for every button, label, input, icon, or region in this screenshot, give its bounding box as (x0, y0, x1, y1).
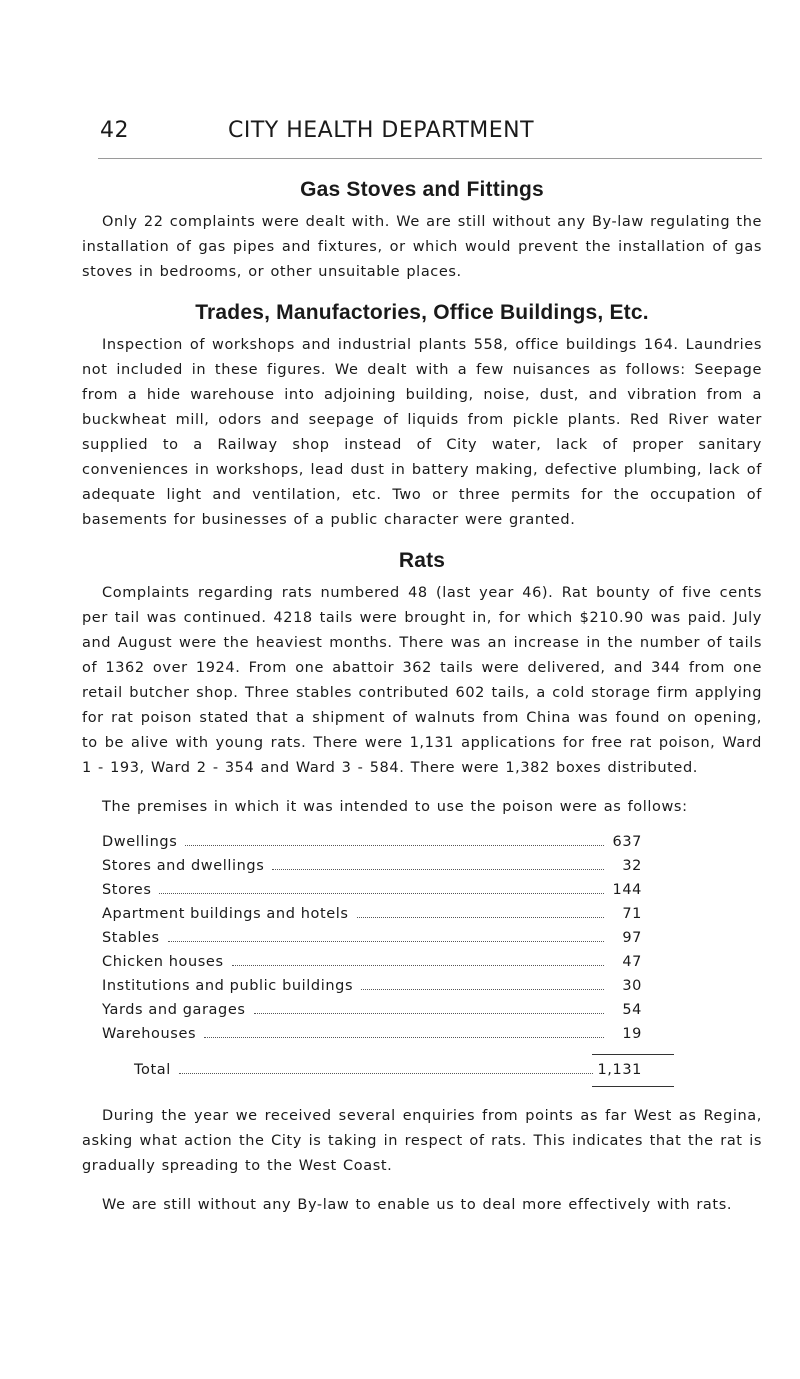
gas-paragraph: Only 22 complaints were dealt with. We are still without any By-law regulating the installation of gas pipes and fixtures, or which would prevent the installation of gas stoves in bedrooms, or other unsuitable places. (82, 214, 762, 280)
leader-dots (254, 1013, 604, 1014)
page-number: 42 (100, 118, 129, 143)
trades-heading: Trades, Manufactories, Office Buildings, Etc. (195, 301, 649, 324)
header-rule (98, 158, 762, 159)
rats-paragraph-3: During the year we received several enquiries from points as far West as Regina, asking what action the City is taking in respect of rats. This indicates that the rat is gradually spreading to the West Coast. (82, 1108, 762, 1174)
premises-label: Apartment buildings and hotels (102, 906, 349, 922)
leader-dots (179, 1073, 594, 1074)
premises-label: Warehouses (102, 1026, 197, 1042)
leader-dots (357, 917, 604, 918)
list-item (102, 854, 642, 878)
rats-heading: Rats (398, 549, 446, 572)
trades-paragraph: Inspection of workshops and industrial plants 558, office buildings 164. Laundries not included in these figures. We dealt with a few nuisances as follows: Seepage from a hide warehouse into adjoining building, noise, dust, and vibration from a buckwheat mill, odors and seepage of liquids from pickle plants. Red River water supplied to a Railway shop instead of City water, lack of proper sanitary conveniences in workshops, lead dust in battery making, defective plumbing, lack of adequate light and ventilation, etc. Two or three permits for the occupation of basements for businesses of a public character were granted. (82, 337, 762, 528)
leader-dots (272, 869, 604, 870)
premises-value: 637 (612, 834, 642, 850)
leader-dots (159, 893, 604, 894)
premises-value: 97 (622, 930, 642, 946)
premises-label: Dwellings (102, 834, 178, 850)
list-item (102, 1022, 642, 1046)
total-label: Total (134, 1062, 171, 1078)
leader-dots (204, 1037, 604, 1038)
list-item (102, 998, 642, 1022)
premises-label: Yards and garages (102, 1002, 246, 1018)
running-title: CITY HEALTH DEPARTMENT (228, 118, 535, 143)
premises-label: Stores (102, 882, 152, 898)
leader-dots (361, 989, 604, 990)
list-item (102, 830, 642, 854)
total-rule (592, 1054, 674, 1055)
list-item (102, 974, 642, 998)
list-item (102, 902, 642, 926)
leader-dots (185, 845, 604, 846)
leader-dots (232, 965, 604, 966)
leader-dots (168, 941, 604, 942)
premises-value: 54 (622, 1002, 642, 1018)
premises-label: Stores and dwellings (102, 858, 265, 874)
rats-paragraph-2: The premises in which it was intended to use the poison were as follows: (102, 799, 688, 815)
list-item (102, 950, 642, 974)
premises-value: 32 (622, 858, 642, 874)
premises-value: 47 (622, 954, 642, 970)
rats-paragraph-1: Complaints regarding rats numbered 48 (last year 46). Rat bounty of five cents per tail was continued. 4218 tails were brought in, for which $210.90 was paid. July and August were the heaviest months. There was an increase in the number of tails of 1362 over 1924. From one abattoir 362 tails were delivered, and 344 from one retail butcher shop. Three stables contributed 602 tails, a cold storage firm applying for rat poison stated that a shipment of walnuts from China was found on opening, to be alive with young rats. There were 1,131 applications for free rat poison, Ward 1 - 193, Ward 2 - 354 and Ward 3 - 584. There were 1,382 boxes distributed. (82, 585, 762, 776)
page-content (82, 178, 762, 1218)
premises-value: 30 (622, 978, 642, 994)
premises-list (102, 830, 642, 1046)
premises-value: 71 (622, 906, 642, 922)
premises-value: 19 (622, 1026, 642, 1042)
total-row (134, 1058, 642, 1082)
total-double-rule (592, 1086, 674, 1087)
page-header (100, 118, 740, 158)
premises-label: Stables (102, 930, 160, 946)
premises-label: Chicken houses (102, 954, 224, 970)
premises-value: 144 (612, 882, 642, 898)
list-item (102, 878, 642, 902)
rats-paragraph-4: We are still without any By-law to enable us to deal more effectively with rats. (102, 1197, 733, 1213)
list-item (102, 926, 642, 950)
gas-heading: Gas Stoves and Fittings (300, 178, 544, 201)
premises-label: Institutions and public buildings (102, 978, 354, 994)
total-block (134, 1058, 642, 1082)
total-value: 1,131 (597, 1062, 642, 1078)
